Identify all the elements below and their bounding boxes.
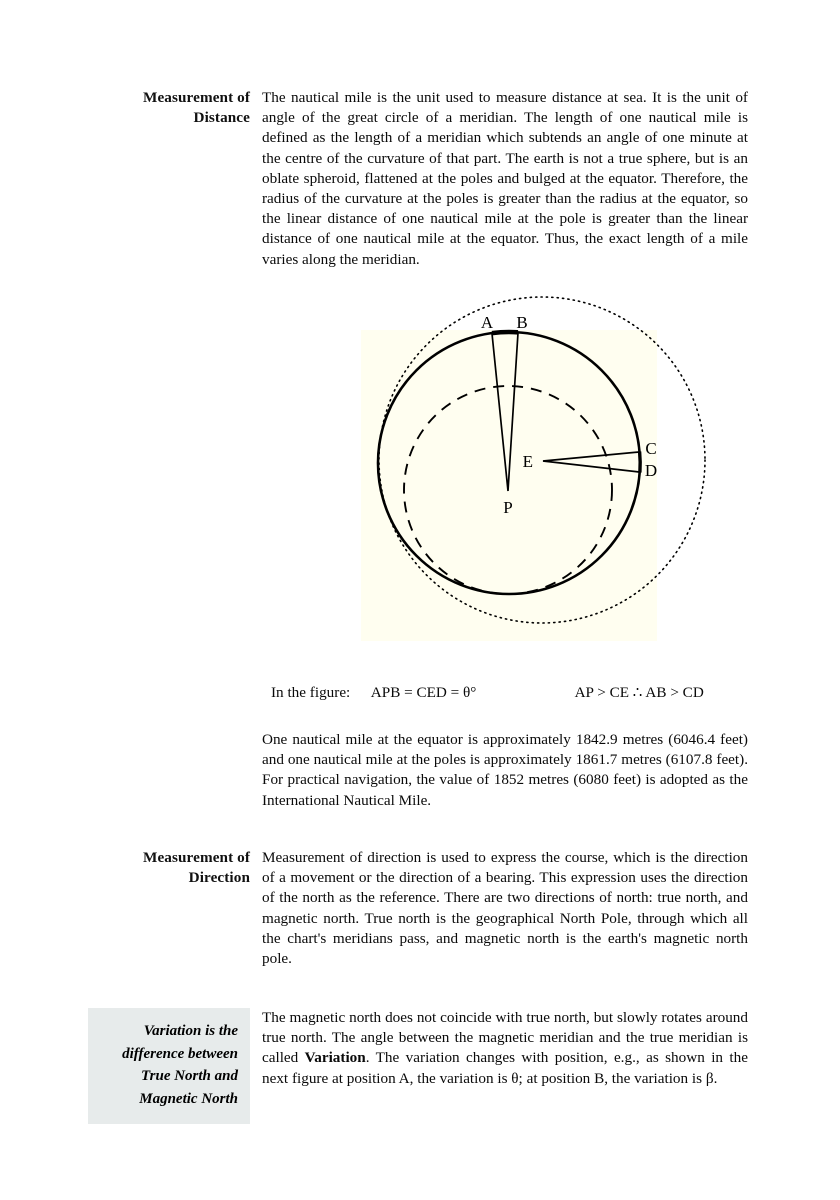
formula-equation-2: AP > CE ∴ AB > CD	[574, 684, 704, 701]
heading-line-2: Distance	[193, 109, 250, 126]
variation-text-part-2: . The variation changes with position, e.g., as shown in the next figure at position A, the variation is θ; at position B, the variation is β.	[262, 1049, 748, 1087]
wedge-apb	[492, 333, 518, 491]
figure-label-d: D	[644, 461, 658, 480]
variation-text-part-1: The magnetic north does not coincide with true north, but slowly rotates around true north. The angle between the magnetic meridian and the true meridian is called	[262, 1009, 748, 1067]
margin-heading-distance	[88, 88, 250, 270]
margin-callout-wrap	[88, 1008, 250, 1124]
callout-variation	[88, 1008, 250, 1124]
wedge-ced	[543, 452, 639, 472]
callout-line-1: Variation is the	[143, 1023, 238, 1039]
figure-label-a: A	[480, 313, 494, 332]
figure-label-c: C	[645, 439, 657, 458]
body-nautical-mile	[262, 730, 748, 811]
body-direction	[262, 848, 748, 969]
paragraph-nautical-mile: One nautical mile at the equator is approximately 1842.9 metres (6046.4 feet) and one nautical mile at the poles is approximately 1861.7 metres (6107.8 feet). For practical navigation, the value of 1852 metres (6080 feet) is adopted as the International Nautical Mile.	[262, 731, 748, 809]
section-measurement-of-distance	[88, 88, 748, 270]
margin-heading-direction	[88, 848, 250, 969]
callout-line-4: Magnetic North	[139, 1090, 238, 1107]
callout-line-3: True North and	[141, 1068, 238, 1084]
figure-label-b: B	[516, 313, 528, 332]
body-variation	[262, 1008, 748, 1124]
callout-line-2: difference between	[122, 1045, 238, 1062]
heading-line-1: Measurement of	[143, 849, 250, 866]
arc-ab-nautical-mile-pole	[492, 332, 518, 333]
section-nautical-mile-values	[88, 730, 748, 811]
figure-label-e: E	[522, 452, 533, 471]
equator-curvature-circle	[379, 297, 705, 623]
variation-term-bold: Variation	[304, 1049, 366, 1067]
body-distance	[262, 88, 748, 270]
figure-label-p: P	[503, 498, 513, 517]
figure-earth-curvature	[361, 313, 658, 641]
figure-formula-line	[271, 683, 771, 703]
formula-equation-1: APB = CED = θ°	[370, 684, 477, 701]
section-measurement-of-direction	[88, 848, 748, 969]
section-variation	[88, 1008, 748, 1124]
paragraph-variation	[262, 1008, 748, 1089]
heading-line-1: Measurement of	[143, 89, 250, 106]
figure-svg	[361, 313, 658, 641]
paragraph-direction: Measurement of direction is used to express the course, which is the direction of a movement or the direction of a bearing. This expression uses the direction of the north as the reference. There are two directions of north: true north, and magnetic north. True north is the geographical North Pole, through which all the chart's meridians pass, and magnetic north is the earth's magnetic north pole.	[262, 849, 748, 968]
heading-line-2: Direction	[188, 869, 250, 886]
paragraph-distance: The nautical mile is the unit used to measure distance at sea. It is the unit of angle of the great circle of a meridian. The length of one nautical mile is defined as the length of a meridian which subtends an angle of one minute at the centre of the curvature of that part. The earth is not a true sphere, but is an oblate spheroid, flattened at the poles and bulged at the equator. Therefore, the radius of the curvature at the poles is greater than the radius at the equator, so the linear distance of one nautical mile at the pole is greater than the linear distance of one nautical mile at the equator. Thus, the exact length of a mile varies along the meridian.	[262, 89, 748, 268]
formula-lead: In the figure:	[271, 684, 351, 701]
margin-spacer-1	[88, 730, 250, 811]
arc-cd-nautical-mile-equator	[640, 452, 641, 473]
